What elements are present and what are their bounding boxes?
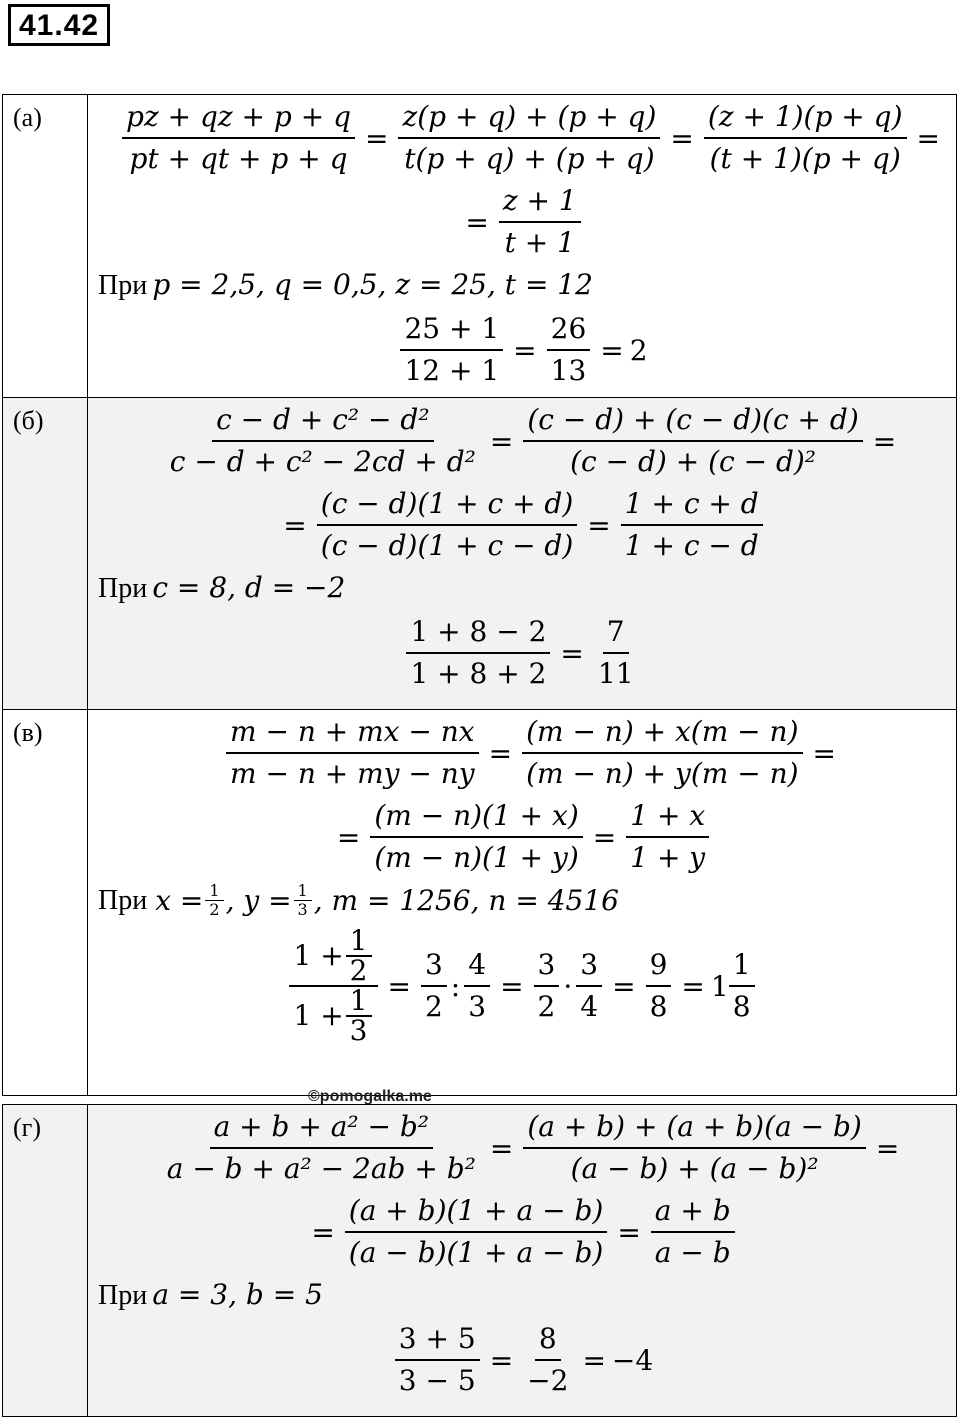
fraction-numerator: 1 + 8 − 2 [406,612,550,654]
fraction-denominator: t(p + q) + (p + q) [404,142,655,175]
part-v-label: (в) [3,710,88,1096]
fraction-denominator: (c − d) + (c − d)² [570,445,817,478]
pri-label: При [98,270,148,301]
result-value: 2 [629,333,648,367]
part-g-calc: $\frac{3 + 5}{3 - 5}$ = $\frac{8}{-2}$ = −4 [88,1319,956,1401]
part-v [2,709,957,1096]
fraction-denominator: (m − n) + y(m − n) [526,757,799,790]
fraction-denominator: (t + 1)(p + q) [709,142,901,175]
part-g-condition [88,1275,956,1319]
complex-denominator-whole: 1 + [293,999,344,1032]
fraction-numerator: 1 [346,927,372,957]
part-a-label: (а) [3,95,88,399]
condition-x: x = [155,884,204,917]
condition-rest: , m = 1256, n = 4516 [313,884,619,917]
fraction-denominator: (m − n)(1 + y) [374,841,579,874]
fraction-denominator: 11 [597,657,634,690]
part-b-line1: $\frac{\text{c − d + c² − d²}}{\text{c − d + c² − 2cd + d²}}$ = $\frac{(c - d) + (c - d)(c + d)}{\text{(c − d) + (c − d)²}}$ = [108,400,956,482]
part-a-calc: $\frac{25 + 1}{12 + 1}$ = $\frac{26}{13}$ = 2 [88,309,956,391]
fraction-numerator: 7 [603,612,629,654]
fraction-denominator: t + 1 [504,226,575,259]
fraction-denominator: 2 [209,900,220,919]
multiplication-sign: · [563,969,573,1003]
fraction-denominator: 2 [424,990,443,1023]
fraction-denominator: 1 + y [630,841,706,874]
part-g-label: (г) [3,1105,88,1417]
fraction-numerator: a + b [651,1191,735,1233]
fraction-numerator: 9 [646,945,672,987]
fraction-numerator: 3 [576,945,602,987]
part-b [2,397,957,710]
watermark: ©pomogalka.me [308,1088,432,1105]
fraction-denominator: (a − b) + (a − b)² [570,1152,819,1185]
part-g-line1: $\frac{\text{a + b + a² − b²}}{\text{a − b + a² − 2ab + b²}}$ = $\frac{(a + b) + (a + b)(a - b)}{\text{(a − b) + (a − b)²}}$ = [108,1107,956,1189]
fraction-numerator: c − d + c² − d² [212,400,433,442]
fraction-numerator: 3 [421,945,447,987]
fraction-denominator: 2 [537,990,556,1023]
fraction-denominator: 3 [468,990,487,1023]
fraction-numerator: (c − d)(1 + c + d) [317,484,578,526]
problem-number: 41.42 [8,4,110,46]
division-sign: : [450,969,461,1003]
fraction-denominator: 8 [732,990,751,1023]
part-b-line2: = $\frac{(c - d)(1 + c + d)}{(c - d)(1 + c - d)}$ = $\frac{1 + c + d}{1 + c - d}$ [88,484,956,566]
fraction-denominator: pt + qt + p + q [129,142,348,175]
fraction-denominator: a − b [654,1236,731,1269]
part-v-line1: $\frac{m - n + mx - nx}{m - n + my - ny}$ = $\frac{(m - n) + x(m - n)}{(m - n) + y(m - n)}$ = [108,712,956,794]
part-a-condition [88,265,956,309]
fraction-numerator: 25 + 1 [400,309,503,351]
fraction-denominator: 8 [649,990,668,1023]
fraction-denominator: c − d + c² − 2cd + d² [169,445,476,478]
pri-label: При [98,573,148,604]
part-v-calc: 1 + $\frac{1}{2}$ 1 + $\frac{1}{3}$ = $\frac{3}{2}$ : $\frac{4}{3}$ = $\frac{3}{2}$ · $\frac{3}{4}$ = $\frac{9}{8}$ = 1 $\frac{1}{8}$ [88,927,956,1045]
fraction-denominator: 1 + c − d [624,529,759,562]
fraction-denominator: −2 [527,1364,569,1397]
part-a [2,94,957,399]
fraction-denominator: 3 − 5 [398,1364,476,1397]
fraction-denominator: 4 [580,990,599,1023]
fraction-denominator: m − n + my − ny [230,757,475,790]
fraction-numerator: 1 [729,945,755,987]
fraction-numerator: z(p + q) + (p + q) [398,97,660,139]
fraction-denominator: (a − b)(1 + a − b) [348,1236,604,1269]
fraction-numerator: 1 + x [626,796,709,838]
fraction-numerator: m − n + mx − nx [226,712,479,754]
part-g-line2: = $\frac{(a + b)(1 + a - b)}{(a - b)(1 + a - b)}$ = $\frac{a + b}{a - b}$ [88,1191,956,1273]
condition-values: p = 2,5, q = 0,5, z = 25, t = 12 [152,268,593,301]
fraction-numerator: 3 [534,945,560,987]
complex-numerator-whole: 1 + [293,939,344,972]
fraction-denominator: 12 + 1 [404,354,500,387]
fraction-numerator: (m − n)(1 + x) [370,796,582,838]
part-b-label: (б) [3,398,88,710]
part-b-condition [88,568,956,612]
fraction-numerator: (c − d) + (c − d)(c + d) [523,400,862,442]
fraction-denominator: 1 + 8 + 2 [410,657,547,690]
fraction-denominator: a − b + a² − 2ab + b² [166,1152,476,1185]
pri-label: При [98,884,148,916]
fraction-numerator: 4 [464,945,490,987]
fraction-numerator: z + 1 [499,181,581,223]
condition-values: a = 3, b = 5 [152,1278,323,1311]
result-value: −4 [611,1343,654,1377]
fraction-denominator: (c − d)(1 + c − d) [320,529,574,562]
part-b-calc: $\frac{1 + 8 - 2}{1 + 8 + 2}$ = $\frac{7}{11}$ [88,612,956,694]
fraction-numerator: 1 [205,882,223,901]
fraction-numerator: 8 [535,1319,561,1361]
condition-y: , y = [225,884,292,917]
part-v-line2: = $\frac{(m - n)(1 + x)}{(m - n)(1 + y)}$ = $\frac{1 + x}{1 + y}$ [88,796,956,878]
fraction-numerator: (a + b) + (a + b)(a − b) [523,1107,865,1149]
fraction-numerator: (m − n) + x(m − n) [522,712,802,754]
fraction-denominator: 13 [550,354,587,387]
fraction-numerator: 1 [294,882,312,901]
part-v-condition [88,882,956,919]
part-g [2,1104,957,1417]
fraction-numerator: 3 + 5 [395,1319,480,1361]
fraction-numerator: (a + b)(1 + a − b) [345,1191,608,1233]
fraction-numerator: 1 + c + d [621,484,763,526]
result-whole: 1 [710,969,729,1003]
part-a-line2: = $\frac{z + 1}{t + 1}$ [88,181,956,263]
fraction-numerator: 26 [547,309,591,351]
fraction-numerator: 1 [346,987,372,1017]
part-a-line1: $\frac{pz + qz + p + q}{pt + qt + p + q}$ = $\frac{z(p + q) + (p + q)}{t(p + q) + (p + q)}$ = $\frac{(z + 1)(p + q)}{(t + 1)(p + q)}$ = [108,97,956,179]
fraction-denominator: 2 [349,954,368,987]
fraction-numerator: a + b + a² − b² [210,1107,433,1149]
fraction-numerator: pz + qz + p + q [122,97,355,139]
fraction-denominator: 3 [297,900,308,919]
fraction-denominator: 3 [349,1014,368,1047]
condition-values: c = 8, d = −2 [152,571,346,604]
pri-label: При [98,1280,148,1311]
fraction-numerator: (z + 1)(p + q) [704,97,907,139]
